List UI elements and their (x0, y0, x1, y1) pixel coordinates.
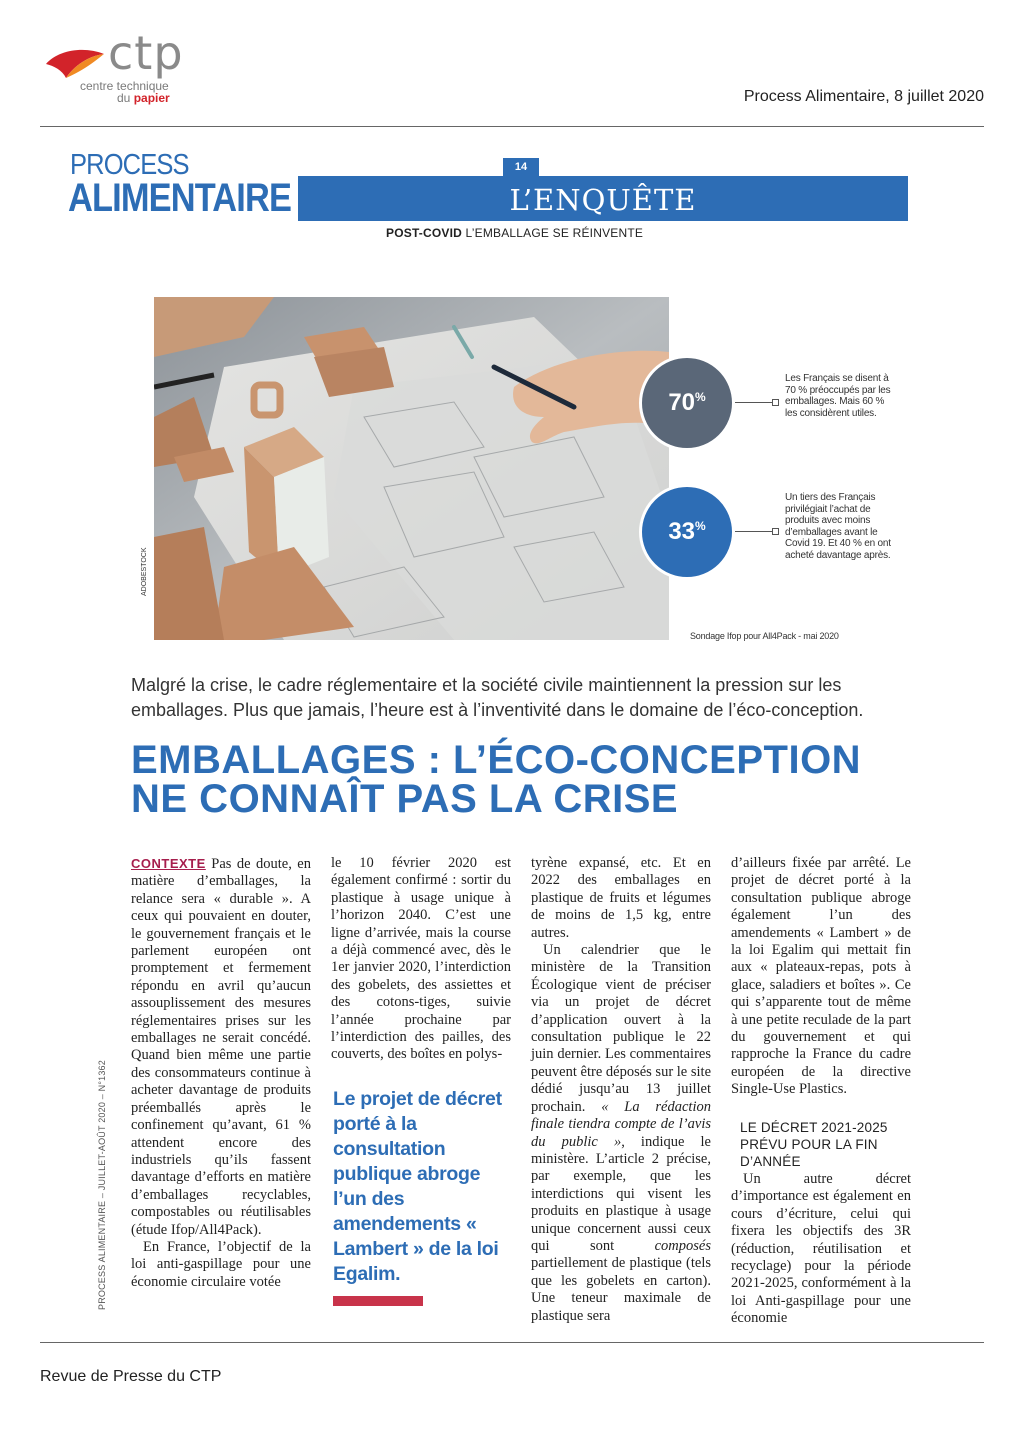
article-column-4-continued: Un autre décret d’importance est également en cours d’écriture, celui qui fixera les objectifs des 3R (réduction, réutilisation et recyclage) pour la période 2021-2025, conformément à la loi Anti-gaspillage pour une économie (731, 1171, 911, 1327)
magazine-name-line1: PROCESS (70, 149, 189, 181)
issue-reference: PROCESS ALIMENTAIRE – JUILLET-AOÛT 2020 – N°1362 (97, 1060, 107, 1310)
article-column-3: tyrène expansé, etc. Et en 2022 des emballages en plastique de fruits et légumes de moins de 1,5 kg, entre autres. Un calendrier que le ministère de la Transition Écologique vient de préciser via un projet de décret d’application ouvert à la consultation publique le 22 juin dernier. Les commentaires peuvent être déposés sur le site dédié jusqu’au 13 juillet prochain. « La rédaction finale tiendra compte de l’avis du public », indique le ministère. L’article 2 précise, par exemple, que les interdictions qui visent les produits en plastique à usage unique concernent aussi ceux qui sont composés partiellement de plastique (tels que les gobelets en carton). Une teneur maximale de plastique sera (531, 855, 711, 1324)
section-kicker: POST-COVID L’EMBALLAGE SE RÉINVENTE (386, 226, 644, 240)
pull-quote: Le projet de décret porté à la consultation publique abroge l’un des amendements « Lambert » de la loi Egalim. (333, 1088, 502, 1285)
article-photo (154, 297, 669, 640)
pull-quote-bar (333, 1296, 423, 1306)
context-kicker: CONTEXTE (131, 856, 206, 871)
packaging-design-photo-icon (154, 297, 669, 640)
headline-line2: NE CONNAÎT PAS LA CRISE (131, 777, 679, 821)
ctp-logo-subtitle-line2: du papier (117, 91, 170, 105)
photo-credit: ADOBESTOCK (141, 547, 148, 596)
stat-leader-box (772, 528, 779, 535)
article-column-4: d’ailleurs fixée par arrêté. Le projet de décret porté à la consultation publique abroge également l’un des amendements « Lambert » de la loi Egalim qui mettait fin aux « plateaux-repas, pots à glace, saladiers et boîtes ». Ce qui s’apparente tout de même à une petite reculade de la part du gouvernement et qui rapproche la France du cadre européen de la directive Single-Use Plastics. (731, 855, 911, 1098)
ctp-logo-mark-icon (44, 44, 106, 80)
stat-leader-box (772, 399, 779, 406)
publication-date: Process Alimentaire, 8 juillet 2020 (743, 88, 984, 105)
headline-line1: EMBALLAGES : L’ÉCO-CONCEPTION (131, 738, 862, 782)
stat-leader-line (735, 402, 773, 403)
article-column-1: CONTEXTE Pas de doute, en matière d’emballages, la relance sera « durable ». A ceux qui pouvaient en douter, le gouvernement français et le parlement européen ont promptement et fermement répondu en avril qu’aucun assouplissement des mesures réglementaires prises sur les emballages ne serait concédé. Quand bien même une partie des consommateurs continue à acheter davantage de produits préemballés après le confinement qu’avant, 61 % attendent encore des industriels qu’ils fassent davantage d’efforts en matière d’emballages recyclables, compostables ou réutilisables (étude Ifop/All4Pack). En France, l’objectif de la loi anti-gaspillage pour une économie circulaire votée (131, 856, 311, 1290)
stat-text-33: Un tiers des Français privilégiait l’achat de produits avec moins d’emballages avant le Covid 19. Et 40 % en ont acheté davantage après. (785, 492, 891, 561)
stat-text-70: Les Français se disent à 70 % préoccupés par les emballages. Mais 60 % les considèrent utiles. (785, 373, 891, 419)
stat-circle-70: 70% (639, 355, 735, 451)
section-title: L’ENQUÊTE (509, 183, 697, 217)
article-subheading: LE DÉCRET 2021-2025 PRÉVU POUR LA FIN D’ANNÉE (740, 1120, 888, 1169)
stat-leader-line (735, 531, 773, 532)
poll-source: Sondage Ifop pour All4Pack - mai 2020 (690, 631, 839, 641)
magazine-name-line2: ALIMENTAIRE (68, 176, 292, 220)
footer-text: Revue de Presse du CTP (40, 1368, 222, 1385)
article-headline (131, 738, 921, 821)
stat-circle-33: 33% (639, 484, 735, 580)
ctp-logo-subtitle-line1: centre technique (80, 79, 169, 93)
page-number: 14 (503, 158, 539, 176)
header-divider (40, 126, 984, 127)
ctp-logo-wordmark: ctp (108, 26, 184, 80)
article-standfirst: Malgré la crise, le cadre réglementaire et la société civile maintiennent la pression sur les emballages. Plus que jamais, l’heure est à l’inventivité dans le domaine de l’éco-conception. (131, 675, 864, 720)
footer-divider (40, 1342, 984, 1343)
article-column-2: le 10 février 2020 est également confirmé : sortir du plastique à usage unique à l’horizon 2040. C’est une ligne d’arrivée, mais la course a déjà commencé avec, dès le 1er janvier 2020, l’interdiction des gobelets, des assiettes et des cotons-tiges, suivie l’année prochaine par l’interdiction des pailles, des couverts, des boîtes en polys- (331, 855, 511, 1063)
